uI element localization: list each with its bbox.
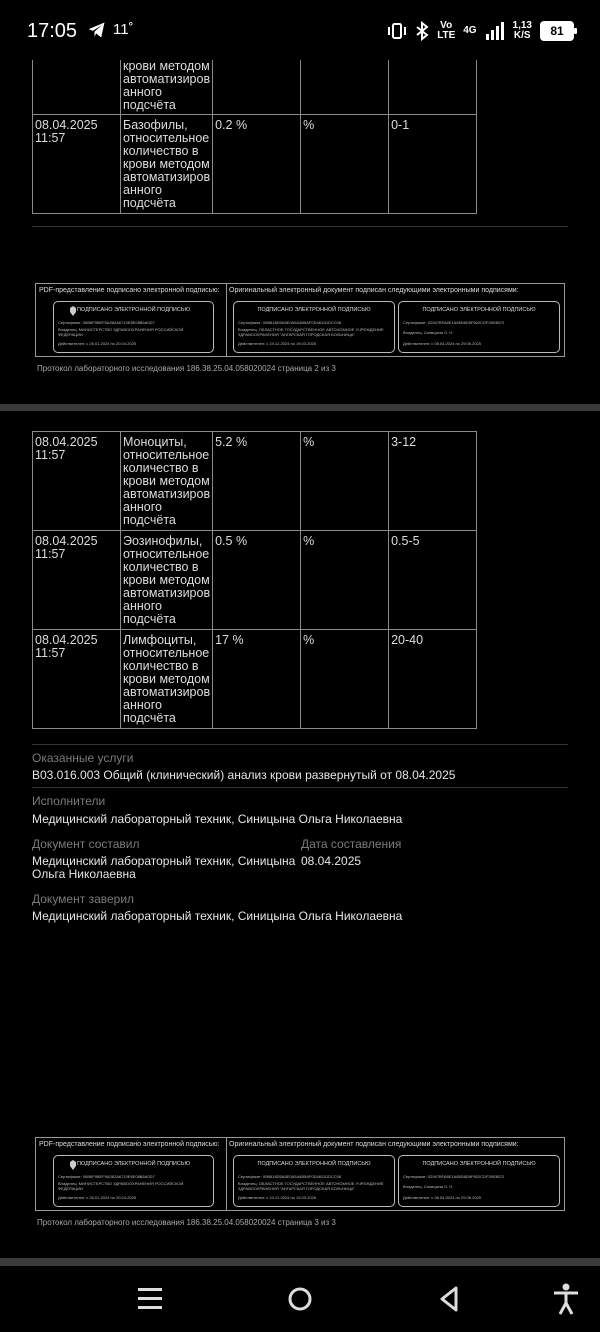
- table-row: 08.04.2025 11:57 Лимфоциты, относительное количество в крови методом автоматизиров анного подсчёта 17 % % 20-40: [33, 630, 477, 729]
- bluetooth-icon: [415, 21, 429, 41]
- certified-label: Документ заверил: [32, 892, 135, 906]
- back-button[interactable]: [437, 1282, 461, 1316]
- volte-indicator: Vo LTE: [437, 20, 456, 41]
- clock: 17:05: [27, 20, 78, 42]
- accessibility-button[interactable]: [552, 1282, 580, 1316]
- results-table: [32, 431, 477, 729]
- page-footer: Протокол лабораторного исследования 186.38.25.04.058020024 страница 3 из 3: [37, 1218, 336, 1227]
- status-bar: [0, 0, 600, 60]
- performers-label: Исполнители: [32, 794, 106, 808]
- composed-label: Документ составил: [32, 837, 140, 851]
- temperature: 11˚: [113, 21, 134, 38]
- vibrate-icon: [387, 21, 407, 41]
- signature-card: ПОДПИСАНО ЭЛЕКТРОННОЙ ПОДПИСЬЮ Сертификат: 00B818D5A6E0A5A4B5AF0D4611DDCC08 Владелец: ОБЛАСТНОЕ ГОСУДАРСТВЕННОЕ АВТОНОМНОЕ УЧРЕЖДЕНИЕ ЗДРАВООХРАНЕНИЯ "АНГАРСКАЯ ГОРОДСКАЯ БОЛЬНИЦА" Действителен: с 24.12.2024 по 19.03.2026: [233, 1155, 395, 1207]
- date-value: 08.04.2025: [301, 854, 362, 868]
- signature-card: ПОДПИСАНО ЭЛЕКТРОННОЙ ПОДПИСЬЮ Сертификат: 02947BFA8E1A85D8D9F602CDF3903B72 Владелец: Синицына О. Н. Действителен: с 08.04.2024 по 29.06.2025: [398, 1155, 560, 1207]
- net-speed: 1,13 K/S: [512, 20, 532, 41]
- divider: [32, 226, 568, 227]
- table-row: 08.04.2025 11:57 Базофилы, относительное количество в крови методом автоматизиров анного подсчёта 0.2 % % 0-1: [33, 115, 477, 214]
- divider: [32, 787, 568, 788]
- services-value: B03.016.003 Общий (клинический) анализ крови развернутый от 08.04.2025: [32, 768, 456, 782]
- signature-card: ПОДПИСАНО ЭЛЕКТРОННОЙ ПОДПИСЬЮ Сертификат: 00B818D5A6E0A5A4B5AF0D4611DDCC08 Владелец: ОБЛАСТНОЕ ГОСУДАРСТВЕННОЕ АВТОНОМНОЕ УЧРЕЖДЕНИЕ ЗДРАВООХРАНЕНИЯ "АНГАРСКАЯ ГОРОДСКАЯ БОЛЬНИЦА" Действителен: с 24.12.2024 по 19.03.2026: [233, 301, 395, 353]
- performers-value: Медицинский лабораторный техник, Синицына Ольга Николаевна: [32, 812, 403, 826]
- table-row: 08.04.2025 11:57 Моноциты, относительное количество в крови методом автоматизиров анного подсчёта 5.2 % % 3-12: [33, 432, 477, 531]
- navigation-bar: [0, 1266, 600, 1332]
- recent-apps-button[interactable]: [137, 1282, 163, 1316]
- pdf-page-3: [0, 411, 600, 1258]
- home-button[interactable]: [287, 1282, 313, 1316]
- signature-box: PDF-представление подписано электронной подписью: Оригинальный электронный документ подписан следующими электронными подписями: ПОДПИСАНО ЭЛЕКТРОННОЙ ПОДПИСЬЮ Сертификат: 06B6F9BEF9A362A6710E6E08B6A0D7 Владелец: МИНИСТЕРСТВО ЗДРАВООХРАНЕНИЯ РОССИЙСКОЙ ФЕДЕРАЦИИ Действителен: с 26.01.2024 по 20.04.2025 ПОДПИСАНО ЭЛЕКТРОННОЙ ПОДПИСЬЮ Сертификат: 00B818D5A6E0A5A4B5AF0D4611DDCC08 Владелец: ОБЛАСТНОЕ ГОСУДАРСТВЕННОЕ АВТОНОМНОЕ УЧРЕЖДЕНИЕ ЗДРАВООХРАНЕНИЯ "АНГАРСКАЯ ГОРОДСКАЯ БОЛЬНИЦА" Действителен: с 24.12.2024 по 19.03.2026 ПОДПИСАНО ЭЛЕКТРОННОЙ ПОДПИСЬЮ Сертификат: 02947BFA8E1A85D8D9F602CDF3903B72 Владелец: Синицына О. Н. Действителен: с 08.04.2024 по 29.06.2025: [35, 283, 565, 357]
- signal-icon: [485, 22, 505, 40]
- table-row: крови методом автоматизиров анного подсчёта: [33, 60, 477, 115]
- signature-card: ПОДПИСАНО ЭЛЕКТРОННОЙ ПОДПИСЬЮ Сертификат: 06B6F9BEF9A362A6710E6E08B6A0D7 Владелец: МИНИСТЕРСТВО ЗДРАВООХРАНЕНИЯ РОССИЙСКОЙ ФЕДЕРАЦИИ Действителен: с 26.01.2024 по 20.04.2025: [53, 301, 214, 353]
- table-row: 08.04.2025 11:57 Эозинофилы, относительное количество в крови методом автоматизиров анного подсчёта 0.5 % % 0.5-5: [33, 531, 477, 630]
- services-label: Оказанные услуги: [32, 751, 134, 765]
- results-table: [32, 60, 477, 214]
- telegram-icon: [86, 20, 108, 40]
- page-separator: [0, 404, 600, 411]
- composed-value: Медицинский лабораторный техник, Синицына Ольга Николаевна: [32, 854, 296, 881]
- certified-value: Медицинский лабораторный техник, Синицына Ольга Николаевна: [32, 909, 403, 923]
- signature-card: ПОДПИСАНО ЭЛЕКТРОННОЙ ПОДПИСЬЮ Сертификат: 06B6F9BEF9A362A6710E6E08B6A0D7 Владелец: МИНИСТЕРСТВО ЗДРАВООХРАНЕНИЯ РОССИЙСКОЙ ФЕДЕРАЦИИ Действителен: с 26.01.2024 по 20.04.2025: [53, 1155, 214, 1207]
- network-type: 4G: [463, 25, 477, 36]
- battery-indicator: 81: [540, 21, 574, 41]
- date-label: Дата составления: [301, 837, 402, 851]
- pdf-page-2: [0, 60, 600, 404]
- signature-card: ПОДПИСАНО ЭЛЕКТРОННОЙ ПОДПИСЬЮ Сертификат: 02947BFA8E1A85D8D9F602CDF3903B72 Владелец: Синицына О. Н. Действителен: с 08.04.2024 по 29.06.2025: [398, 301, 560, 353]
- page-footer: Протокол лабораторного исследования 186.38.25.04.058020024 страница 2 из 3: [37, 364, 336, 373]
- signature-box: PDF-представление подписано электронной подписью: Оригинальный электронный документ подписан следующими электронными подписями: ПОДПИСАНО ЭЛЕКТРОННОЙ ПОДПИСЬЮ Сертификат: 06B6F9BEF9A362A6710E6E08B6A0D7 Владелец: МИНИСТЕРСТВО ЗДРАВООХРАНЕНИЯ РОССИЙСКОЙ ФЕДЕРАЦИИ Действителен: с 26.01.2024 по 20.04.2025 ПОДПИСАНО ЭЛЕКТРОННОЙ ПОДПИСЬЮ Сертификат: 00B818D5A6E0A5A4B5AF0D4611DDCC08 Владелец: ОБЛАСТНОЕ ГОСУДАРСТВЕННОЕ АВТОНОМНОЕ УЧРЕЖДЕНИЕ ЗДРАВООХРАНЕНИЯ "АНГАРСКАЯ ГОРОДСКАЯ БОЛЬНИЦА" Действителен: с 24.12.2024 по 19.03.2026 ПОДПИСАНО ЭЛЕКТРОННОЙ ПОДПИСЬЮ Сертификат: 02947BFA8E1A85D8D9F602CDF3903B72 Владелец: Синицына О. Н. Действителен: с 08.04.2024 по 29.06.2025: [35, 1137, 565, 1211]
- page-separator: [0, 1258, 600, 1266]
- divider: [32, 744, 568, 745]
